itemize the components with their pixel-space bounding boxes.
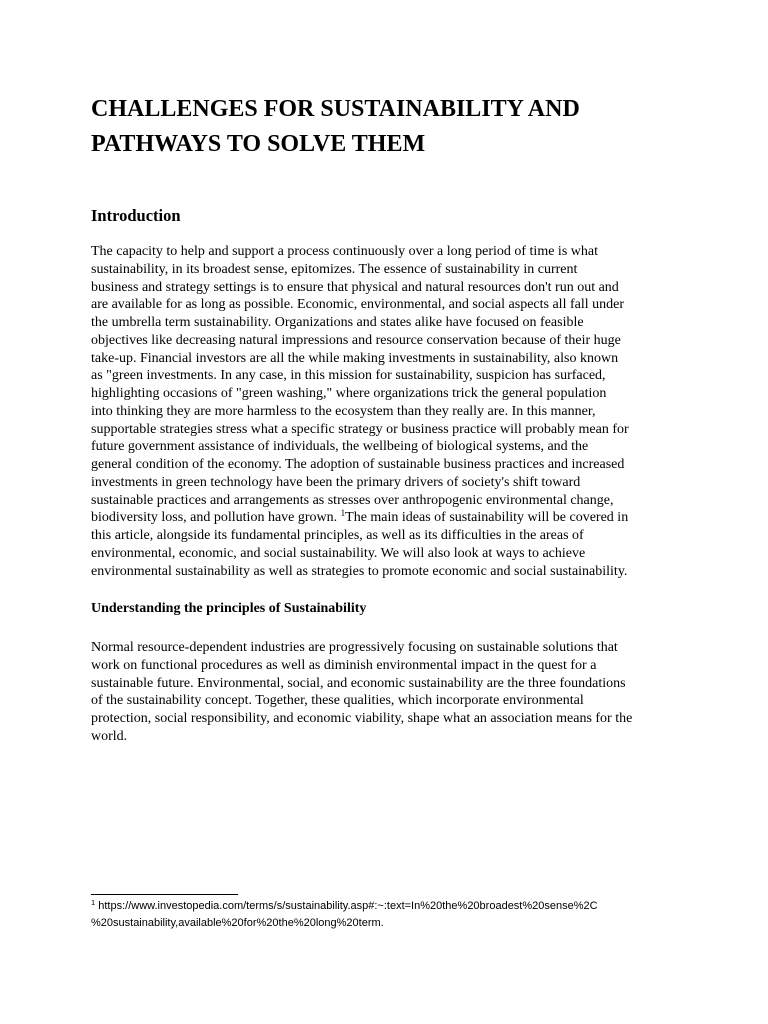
footnote-reference[interactable]: 1 xyxy=(340,508,346,519)
paragraph-line: sustainability, in its broadest sense, epitomizes. The essence of sustainability in current xyxy=(91,261,578,277)
document-title xyxy=(91,92,691,162)
paragraph-line: work on functional procedures as well as diminish environmental impact in the quest for a xyxy=(91,657,597,673)
paragraph-line: The capacity to help and support a process continuously over a long period of time is what xyxy=(91,244,598,259)
paragraph-line: are available for as long as possible. Economic, environmental, and social aspects all fall under xyxy=(91,297,624,313)
paragraph-line: future government assistance of individuals, the wellbeing of biological systems, and the xyxy=(91,439,589,455)
paragraph-line: world. xyxy=(91,728,128,744)
footnote-marker: 1 xyxy=(91,898,96,907)
paragraph-line: as "green investments. In any case, in this mission for sustainability, suspicion has surfaced, xyxy=(91,368,606,384)
paragraph-line: highlighting occasions of "green washing," where organizations trick the general population xyxy=(91,386,607,401)
paragraph-line: sustainable future. Environmental, social, and economic sustainability are the three foundations xyxy=(91,675,626,691)
title-line-1: CHALLENGES FOR SUSTAINABILITY AND xyxy=(91,96,580,122)
paragraph-line: environmental, economic, and social sustainability. We will also look at ways to achieve xyxy=(91,545,586,561)
paragraph-line: supportable strategies stress what a specific strategy or business practice will probably mean for xyxy=(91,421,629,437)
footnote-line-1 xyxy=(91,898,691,915)
paragraph-line: sustainable practices and arrangements as stresses over anthropogenic environmental change, xyxy=(91,492,614,508)
paragraph-line: of the sustainability concept. Together, these qualities, which incorporate environmental xyxy=(91,693,584,709)
paragraph-line: Normal resource-dependent industries are progressively focusing on sustainable solutions that xyxy=(91,640,618,655)
paragraph-line: environmental sustainability as well as strategies to promote economic and social sustainability. xyxy=(91,563,628,579)
paragraph-line: the umbrella term sustainability. Organizations and states alike have focused on feasible xyxy=(91,315,584,330)
paragraph-line: business and strategy settings is to ensure that physical and natural resources don't run out and xyxy=(91,279,619,295)
paragraph-line: this article, alongside its fundamental principles, as well as its difficulties in the areas of xyxy=(91,528,584,543)
footnote-url-part-2[interactable]: %20sustainability,available%20for%20the%20long%20term. xyxy=(91,917,384,929)
principles-paragraph xyxy=(91,639,681,746)
footnote xyxy=(91,898,691,932)
introduction-heading: Introduction xyxy=(91,206,181,225)
ref-line-start: biodiversity loss, and pollution have grown. xyxy=(91,510,341,526)
ref-line-end: The main ideas of sustainability will be covered in xyxy=(345,510,629,526)
footnote-separator xyxy=(91,894,238,895)
paragraph-line: protection, social responsibility, and economic viability, shape what an association means for the xyxy=(91,711,633,726)
introduction-paragraph xyxy=(91,243,681,580)
paragraph-line: investments in green technology have been the primary drivers of society's shift toward xyxy=(91,474,581,490)
title-line-2: PATHWAYS TO SOLVE THEM xyxy=(91,131,426,157)
paragraph-line: into thinking they are more harmless to the ecosystem than they really are. In this manner, xyxy=(91,403,596,419)
paragraph-line: take-up. Financial investors are all the while making investments in sustainability, also known xyxy=(91,350,619,366)
paragraph-line: objectives like decreasing natural impressions and resource conservation because of their huge xyxy=(91,332,621,348)
paragraph-line: general condition of the economy. The adoption of sustainable business practices and increased xyxy=(91,457,625,472)
principles-heading: Understanding the principles of Sustainability xyxy=(91,601,367,616)
footnote-url-part-1[interactable]: https://www.investopedia.com/terms/s/sustainability.asp#:~:text=In%20the%20broadest%20sense%2C xyxy=(95,900,598,912)
paragraph-line-with-footnote-ref xyxy=(91,509,681,527)
